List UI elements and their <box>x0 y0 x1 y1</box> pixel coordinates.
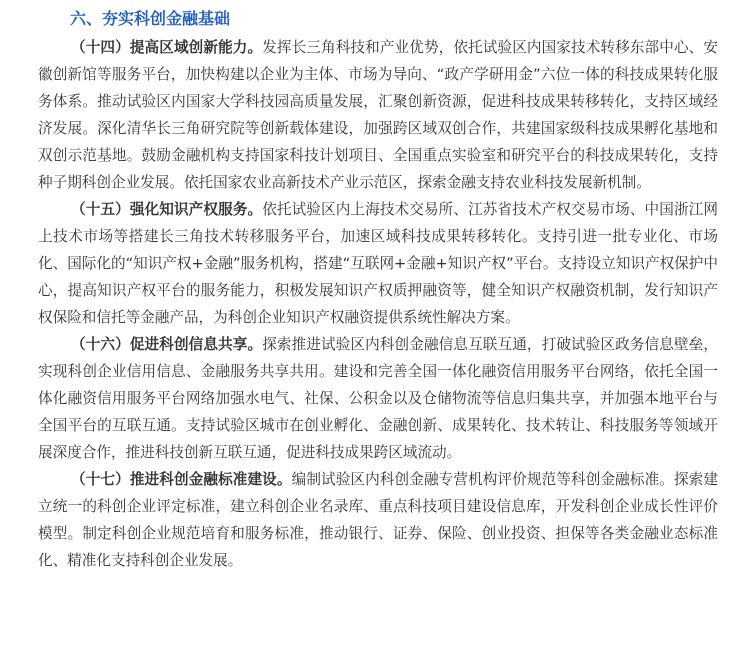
paragraph-14 <box>38 34 718 196</box>
paragraph-text: 发挥长三角科技和产业优势，依托试验区内国家技术转移东部中心、安徽创新馆等服务平台，加快构建以企业为主体、市场为导向、“政产学研用金”六位一体的科技成果转化服务体系。推动试验区内国家大学科技园高质量发展，汇聚创新资源，促进科技成果转移转化，支持区域经济发展。深化清华长三角研究院等创新载体建设，加强跨区域双创合作，共建国家级科技成果孵化基地和双创示范基地。鼓励金融机构支持国家科技计划项目、全国重点实验室和研究平台的科技成果转化，支持种子期科创企业发展。依托国家农业高新技术产业示范区，探索金融支持农业科技发展新机制。 <box>38 39 718 191</box>
paragraph-heading: （十七）推进科创金融标准建设。 <box>71 471 292 488</box>
paragraph-heading: （十六）促进科创信息共享。 <box>71 336 263 353</box>
section-title: 六、夯实科创金融基础 <box>70 9 231 28</box>
paragraph-15 <box>38 196 718 331</box>
paragraph-heading: （十四）提高区域创新能力。 <box>71 39 263 56</box>
paragraph-text: 探索推进试验区内科创金融信息互联互通，打破试验区政务信息壁垒，实现科创企业信用信息、金融服务共享共用。建设和完善全国一体化融资信用服务平台网络，依托全国一体化融资信用服务平台网络加强水电气、社保、公积金以及仓储物流等信息归集共享，并加强本地平台与全国平台的互联互通。支持试验区城市在创业孵化、金融创新、成果转化、技术转让、科技服务等领域开展深度合作，推进科技创新互联互通，促进科技成果跨区域流动。 <box>38 336 718 461</box>
paragraph-heading: （十五）强化知识产权服务。 <box>71 201 263 218</box>
paragraph-text: 编制试验区内科创金融专营机构评价规范等科创金融标准。探索建立统一的科创企业评定标准，建立科创企业名录库、重点科技项目建设信息库，开发科创企业成长性评价模型。制定科创企业规范培育和服务标准，推动银行、证券、保险、创业投资、担保等各类金融业态标准化、精准化支持科创企业发展。 <box>38 471 718 569</box>
paragraph-17 <box>38 466 718 574</box>
paragraph-text: 依托试验区内上海技术交易所、江苏省技术产权交易市场、中国浙江网上技术市场等搭建长三角技术转移服务平台，加速区域科技成果转移转化。支持引进一批专业化、市场化、国际化的“知识产权+金融”服务机构，搭建“互联网+金融+知识产权”平台。支持设立知识产权保护中心，提高知识产权平台的服务能力，积极发展知识产权质押融资等，健全知识产权融资机制，发行知识产权保险和信托等金融产品，为科创企业知识产权融资提供系统性解决方案。 <box>38 201 718 326</box>
paragraph-16 <box>38 331 718 466</box>
document-body <box>38 6 718 574</box>
